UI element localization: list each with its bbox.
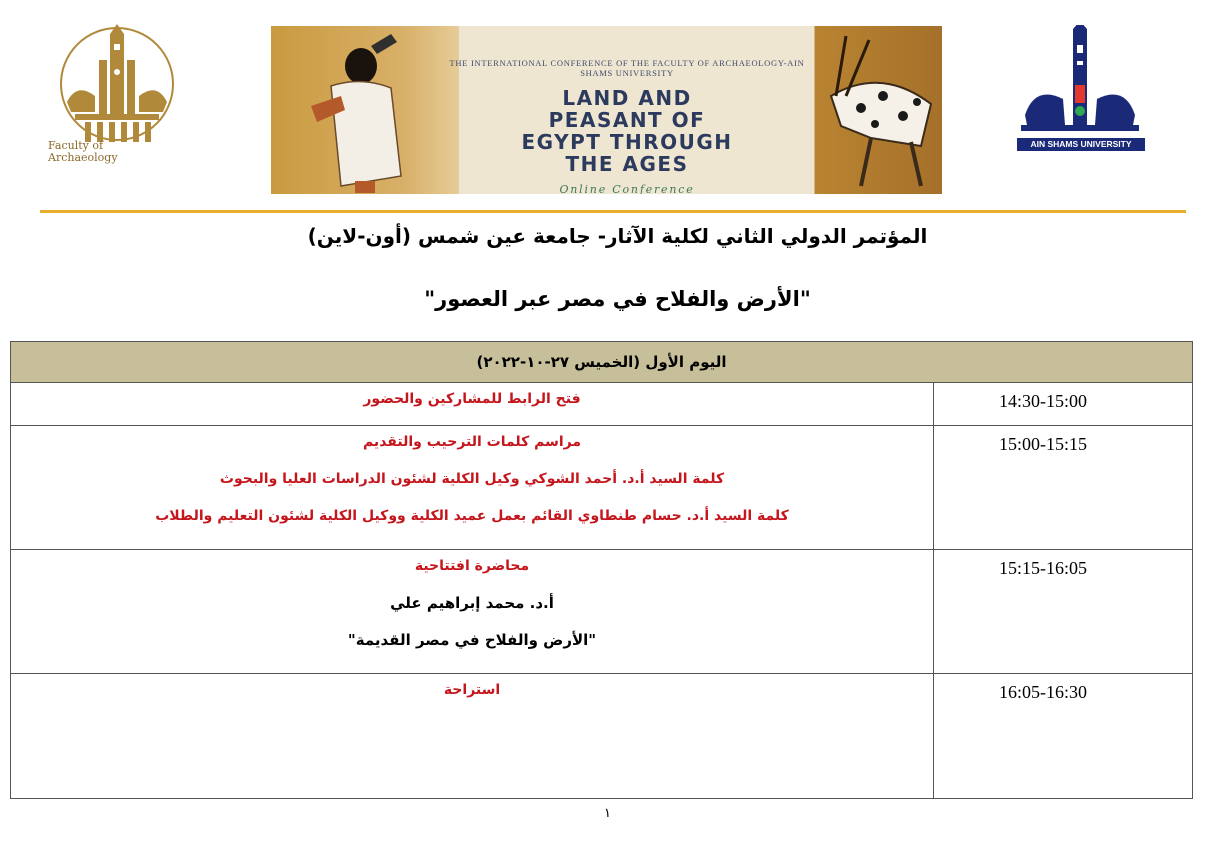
banner-text-panel: [439, 32, 815, 192]
conference-title: المؤتمر الدولي الثاني لكلية الآثار- جامعة عين شمس (أون-لاين): [307, 224, 928, 248]
session-time: 14:30-15:00: [999, 391, 1087, 411]
table-row: [10, 674, 1193, 799]
session-line: استراحة: [443, 682, 501, 698]
session-description: [11, 674, 934, 798]
session-line: كلمة السيد أ.د. أحمد الشوكي وكيل الكلية لشئون الدراسات العليا والبحوث: [219, 471, 725, 487]
session-line: مراسم كلمات الترحيب والتقديم: [362, 434, 582, 450]
session-line: "الأرض والفلاح في مصر القديمة": [347, 631, 597, 649]
banner-title-line: PEASANT OF: [548, 108, 706, 132]
session-time: 15:15-16:05: [999, 558, 1087, 578]
banner-title-line: LAND AND: [562, 86, 692, 110]
session-description: [11, 426, 934, 549]
session-description: [11, 383, 934, 425]
conference-banner: [271, 26, 942, 194]
page-number: ١: [604, 806, 611, 821]
banner-title-line: EGYPT THROUGH: [521, 130, 733, 154]
banner-online-note: Online Conference: [559, 183, 695, 194]
table-row: [10, 550, 1193, 674]
banner-title: [439, 87, 815, 175]
session-time: 16:05-16:30: [999, 682, 1087, 702]
banner-title-line: THE AGES: [565, 152, 689, 176]
session-line: أ.د. محمد إبراهيم علي: [390, 594, 554, 612]
session-description: [11, 550, 934, 673]
conference-theme: "الأرض والفلاح في مصر عبر العصور": [424, 287, 811, 311]
session-line: محاضرة افتتاحية: [414, 558, 530, 574]
table-row: [10, 426, 1193, 550]
faculty-logo-caption: Faculty of Archaeology: [48, 139, 118, 164]
ain-shams-university-logo: [1015, 25, 1145, 155]
gold-divider: [40, 210, 1186, 213]
day-header: اليوم الأول (الخميس ٢٧-١٠-٢٠٢٢): [10, 341, 1193, 383]
session-time: 15:00-15:15: [999, 434, 1087, 454]
schedule-table: [10, 341, 1193, 799]
banner-subtitle: THE INTERNATIONAL CONFERENCE OF THE FACULTY OF ARCHAEOLOGY-AIN SHAMS UNIVERSITY: [449, 58, 805, 78]
session-line: فتح الرابط للمشاركين والحضور: [363, 391, 581, 407]
table-row: [10, 383, 1193, 426]
university-logo-caption: AIN SHAMS UNIVERSITY: [1017, 138, 1145, 151]
session-line: كلمة السيد أ.د. حسام طنطاوي القائم بعمل عميد الكلية ووكيل الكلية لشئون التعليم والطلاب: [155, 508, 789, 524]
